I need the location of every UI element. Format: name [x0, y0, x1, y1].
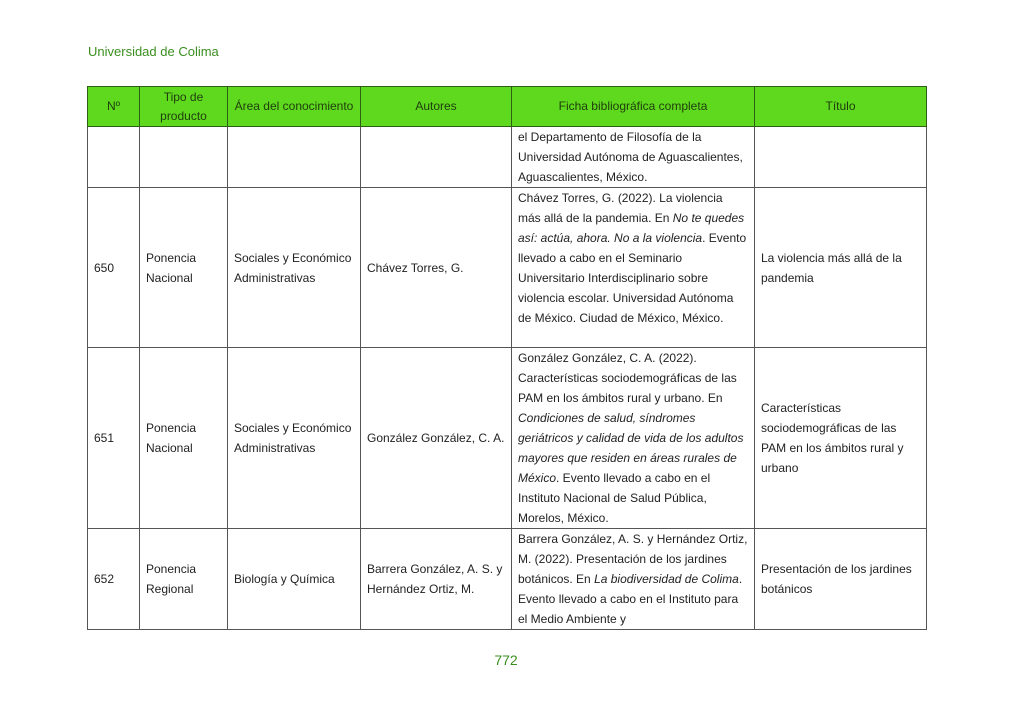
- cell-area: Biología y Química: [228, 529, 361, 630]
- cell-num: [88, 127, 140, 188]
- cell-num: 652: [88, 529, 140, 630]
- ficha-text: Chávez Torres, G. (2022). La violencia más allá de la pandemia. En: [518, 191, 723, 225]
- cell-ficha: [512, 529, 755, 630]
- cell-titulo: Presentación de los jardines botánicos: [755, 529, 927, 630]
- ficha-event-title: La biodiversidad de Colima: [594, 572, 739, 586]
- ficha-event-title: Condiciones de salud, síndromes geriátricos y calidad de vida de los adultos mayores que residen en áreas rurales de México: [518, 411, 744, 485]
- cell-tipo: [140, 127, 228, 188]
- cell-titulo: Características sociodemográficas de las PAM en los ámbitos rural y urbano: [755, 348, 927, 529]
- cell-area: Sociales y Económico Administrativas: [228, 188, 361, 348]
- ficha-event-title: No te quedes así: actúa, ahora. No a la violencia: [518, 211, 745, 245]
- table-row: [88, 529, 927, 630]
- ficha-text-end: . Evento llevado a cabo en el Seminario Universitario Interdisciplinario sobre violencia escolar. Universidad Autónoma de México. Ciudad de México, México.: [518, 231, 747, 325]
- table-row-continuation: [88, 127, 927, 188]
- ficha-text: Barrera González, A. S. y Hernández Ortiz, M. (2022). Presentación de los jardines botánicos. En: [518, 532, 748, 586]
- ficha-text-end: . Evento llevado a cabo en el Instituto para el Medio Ambiente y: [518, 572, 743, 626]
- ficha-text-end: . Evento llevado a cabo en el Instituto Nacional de Salud Pública, Morelos, México.: [518, 471, 711, 525]
- column-header-autores: Autores: [361, 87, 512, 127]
- cell-ficha: [512, 348, 755, 529]
- cell-autores: Barrera González, A. S. y Hernández Ortiz, M.: [361, 529, 512, 630]
- cell-tipo: Ponencia Nacional: [140, 348, 228, 529]
- cell-num: 651: [88, 348, 140, 529]
- bibliography-table: [87, 86, 927, 630]
- cell-autores: González González, C. A.: [361, 348, 512, 529]
- cell-autores: Chávez Torres, G.: [361, 188, 512, 348]
- table-header-row: [88, 87, 927, 127]
- cell-ficha: [512, 188, 755, 348]
- column-header-titulo: Título: [755, 87, 927, 127]
- cell-titulo: La violencia más allá de la pandemia: [755, 188, 927, 348]
- document-header-institution: Universidad de Colima: [88, 44, 219, 59]
- cell-tipo: Ponencia Regional: [140, 529, 228, 630]
- cell-num: 650: [88, 188, 140, 348]
- table-row: [88, 188, 927, 348]
- table-row: [88, 348, 927, 529]
- column-header-area: Área del conocimiento: [228, 87, 361, 127]
- ficha-text: González González, C. A. (2022). Características sociodemográficas de las PAM en los ámbitos rural y urbano. En: [518, 351, 737, 405]
- cell-ficha: el Departamento de Filosofía de la Universidad Autónoma de Aguascalientes, Aguascalientes, México.: [512, 127, 755, 188]
- cell-titulo: [755, 127, 927, 188]
- column-header-ficha: Ficha bibliográfica completa: [512, 87, 755, 127]
- cell-area: [228, 127, 361, 188]
- cell-autores: [361, 127, 512, 188]
- column-header-num: Nº: [88, 87, 140, 127]
- cell-tipo: Ponencia Nacional: [140, 188, 228, 348]
- page-number: 772: [494, 652, 518, 668]
- cell-area: Sociales y Económico Administrativas: [228, 348, 361, 529]
- column-header-tipo: Tipo de producto: [140, 87, 228, 127]
